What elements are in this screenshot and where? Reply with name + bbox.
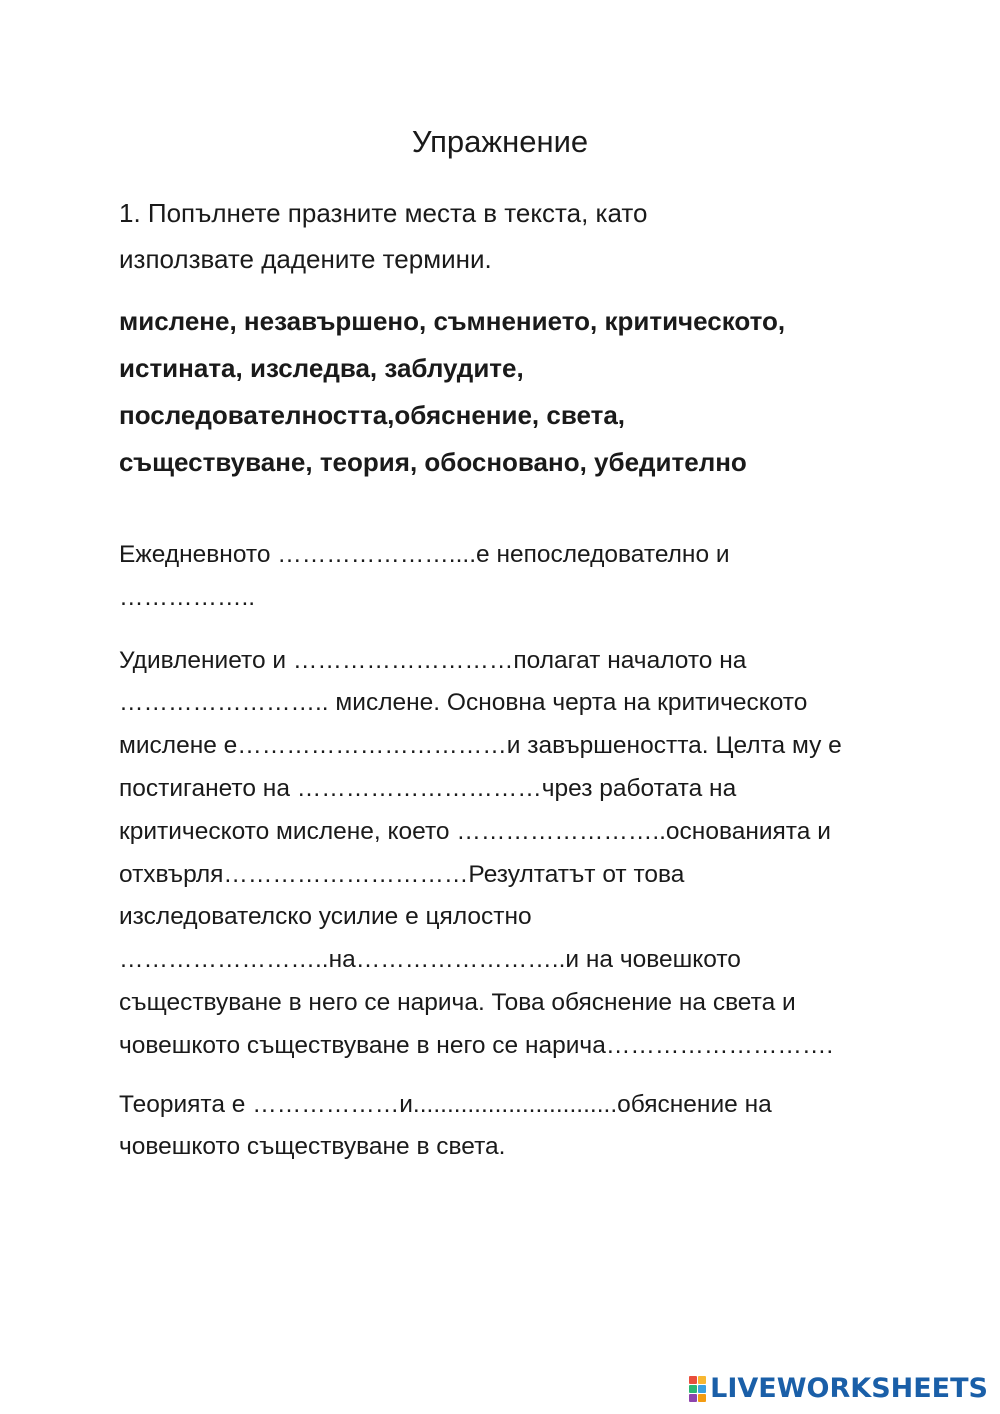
logo-text: LIVEWORKSHEETS xyxy=(710,1373,988,1404)
page-title: Упражнение xyxy=(411,124,589,159)
terms-list: мислене, незавършено, съмнението, критическото, истината, изследва, заблудите, последователността,обяснение, света, съществуване, теория, обосновано, убедително xyxy=(119,306,786,477)
liveworksheets-mark-icon xyxy=(689,1376,706,1402)
worksheet-content xyxy=(119,190,909,1185)
instruction-text: 1. Попълнете празните места в текста, като използвате дадените термини. xyxy=(119,198,648,274)
liveworksheets-logo xyxy=(689,1374,988,1404)
exercise-paragraph-3: Теорията е ………………и..............................обяснение на човешкото съществуване в света. xyxy=(119,1090,772,1161)
exercise-paragraph-1: Ежедневното …………………....е непоследователно и …………….. xyxy=(119,541,730,611)
exercise-paragraph-2: Удивлението и ………………………полагат началото на …………………….. мислене. Основна черта на критическото мислене е……………………………и завършеността. Целта му е постигането на …………………………чрез работата на критическото мислене, което ……………………..основанията и отхвърля…………………………Резултатът от това изследователско усилие е цялостно ……………………..на……………………..и на човешкото съществуване в него се нарича. Това обяснение на света и човешкото съществуване в него се нарича………………………. xyxy=(119,646,842,1059)
